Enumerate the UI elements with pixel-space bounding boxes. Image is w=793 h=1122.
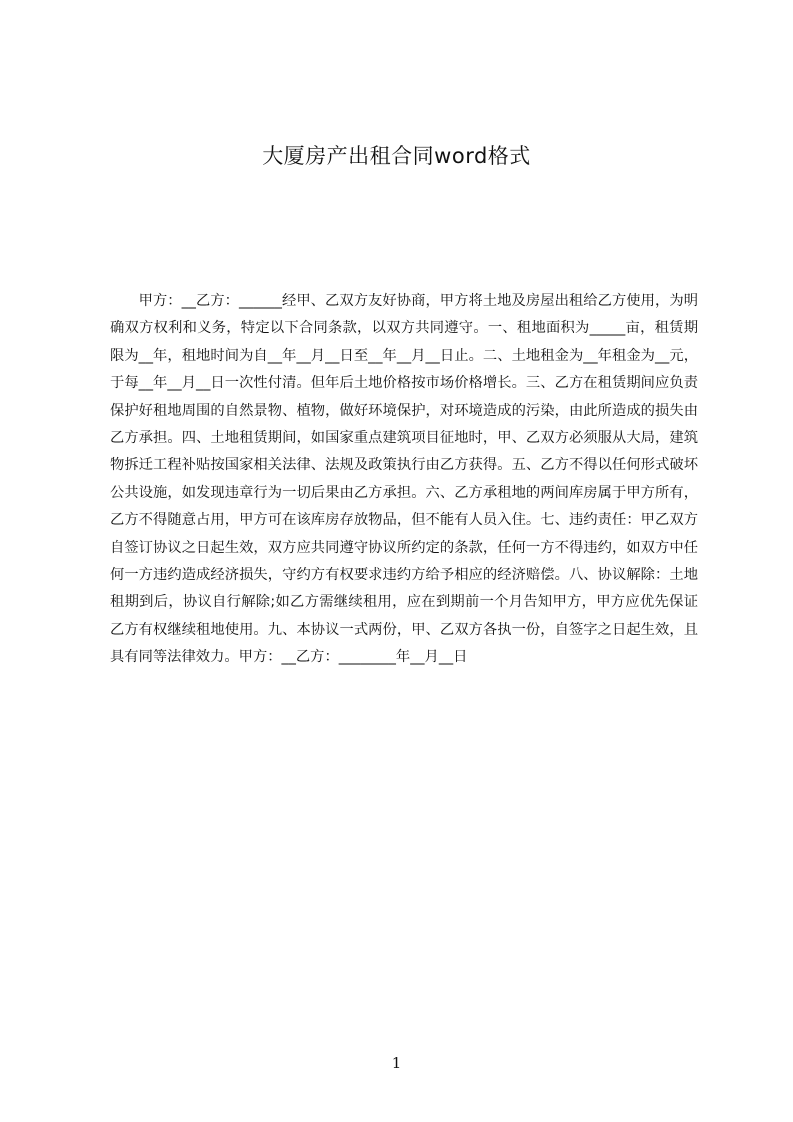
document-title: 大厦房产出租合同word格式: [262, 144, 531, 168]
contract-body-paragraph: 甲方：__乙方：______经甲、乙双方友好协商，甲方将土地及房屋出租给乙方使用，为明确双方权利和义务，特定以下合同条款，以双方共同遵守。一、租地面积为_____亩，租赁期限为__年，租地时间为自__年__月__日至__年__月__日止。二、土地租金为__年租金为__元，于每__年__月__日一次性付清。但年后土地价格按市场价格增长。三、乙方在租赁期间应负责保护好租地周围的自然景物、植物，做好环境保护，对环境造成的污染，由此所造成的损失由乙方承担。四、土地租赁期间，如国家重点建筑项目征地时，甲、乙双方必须服从大局，建筑物拆迁工程补贴按国家相关法律、法规及政策执行由乙方获得。五、乙方不得以任何形式破坏公共设施，如发现违章行为一切后果由乙方承担。六、乙方承租地的两间库房属于甲方所有，乙方不得随意占用，甲方可在该库房存放物品，但不能有人员入住。七、违约责任：甲乙双方自签订协议之日起生效，双方应共同遵守协议所约定的条款，任何一方不得违约，如双方中任何一方违约造成经济损失，守约方有权要求违约方给予相应的经济赔偿。八、协议解除：土地租期到后，协议自行解除;如乙方需继续租用，应在到期前一个月告知甲方，甲方应优先保证乙方有权继续租地使用。九、本协议一式两份，甲、乙双方各执一份，自签字之日起生效，且具有同等法律效力。甲方：__乙方：________年__月__日: [110, 293, 699, 666]
page-number: 1: [391, 1054, 402, 1072]
